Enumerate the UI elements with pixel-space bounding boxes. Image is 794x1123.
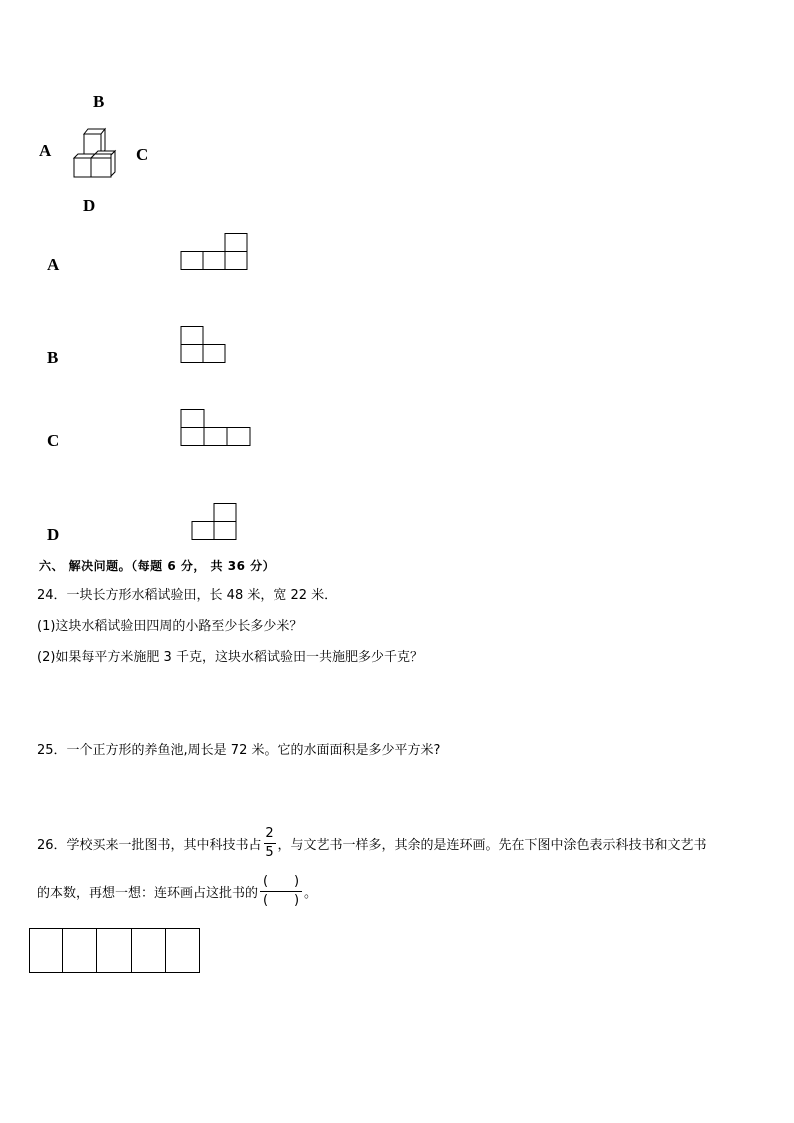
q26-fraction-numerator: 2	[265, 826, 274, 841]
q26-fraction-denominator: 5	[265, 845, 274, 860]
q26-line1-before: 26．学校买来一批图书，其中科技书占	[37, 838, 262, 853]
strip-cell[interactable]	[96, 928, 131, 973]
q26-answer-numerator-blank[interactable]: ( )	[262, 874, 300, 889]
strip-cell[interactable]	[131, 928, 166, 973]
view-label-left: A	[39, 141, 52, 160]
strip-cell[interactable]	[29, 928, 63, 973]
option-a-label: A	[47, 255, 60, 274]
option-d-figure	[191, 502, 241, 542]
q25-text: 25．一个正方形的养鱼池,周长是 72 米。它的水面面积是多少平方米?	[37, 743, 441, 758]
cube-stack-figure	[70, 126, 122, 180]
q24-part2: (2)如果每平方米施肥 3 千克，这块水稻试验田一共施肥多少千克？	[37, 650, 423, 665]
section-heading: 六、 解决问题。（每题 6 分， 共 36 分）	[39, 559, 276, 573]
q26-line2-after: 。	[304, 886, 318, 901]
strip-cell[interactable]	[165, 928, 200, 973]
view-label-bottom: D	[83, 196, 96, 215]
q26-line1-after: ，与文艺书一样多，其余的是连环画。先在下图中涂色表示科技书和文艺书	[277, 838, 707, 853]
fraction-bar	[264, 843, 276, 844]
option-b-figure	[180, 325, 230, 365]
q26-coloring-strip	[29, 928, 200, 973]
fraction-bar	[260, 891, 302, 892]
view-label-top: B	[93, 92, 105, 111]
q26-line2	[37, 874, 317, 909]
q24-stem: 24．一块长方形水稻试验田，长 48 米，宽 22 米．	[37, 588, 338, 603]
view-label-right: C	[136, 145, 149, 164]
q26-answer-fraction[interactable]	[260, 874, 302, 909]
option-c-figure	[180, 408, 252, 448]
q26-line1	[37, 826, 707, 861]
strip-cell[interactable]	[62, 928, 97, 973]
q26-fraction	[264, 826, 276, 861]
option-d-label: D	[47, 525, 60, 544]
q24-part1: (1)这块水稻试验田四周的小路至少长多少米？	[37, 619, 303, 634]
q26-answer-denominator-blank[interactable]: ( )	[262, 893, 300, 908]
option-a-figure	[180, 232, 250, 272]
option-c-label: C	[47, 431, 60, 450]
option-b-label: B	[47, 348, 59, 367]
q26-line2-before: 的本数，再想一想：连环画占这批书的	[37, 886, 259, 901]
